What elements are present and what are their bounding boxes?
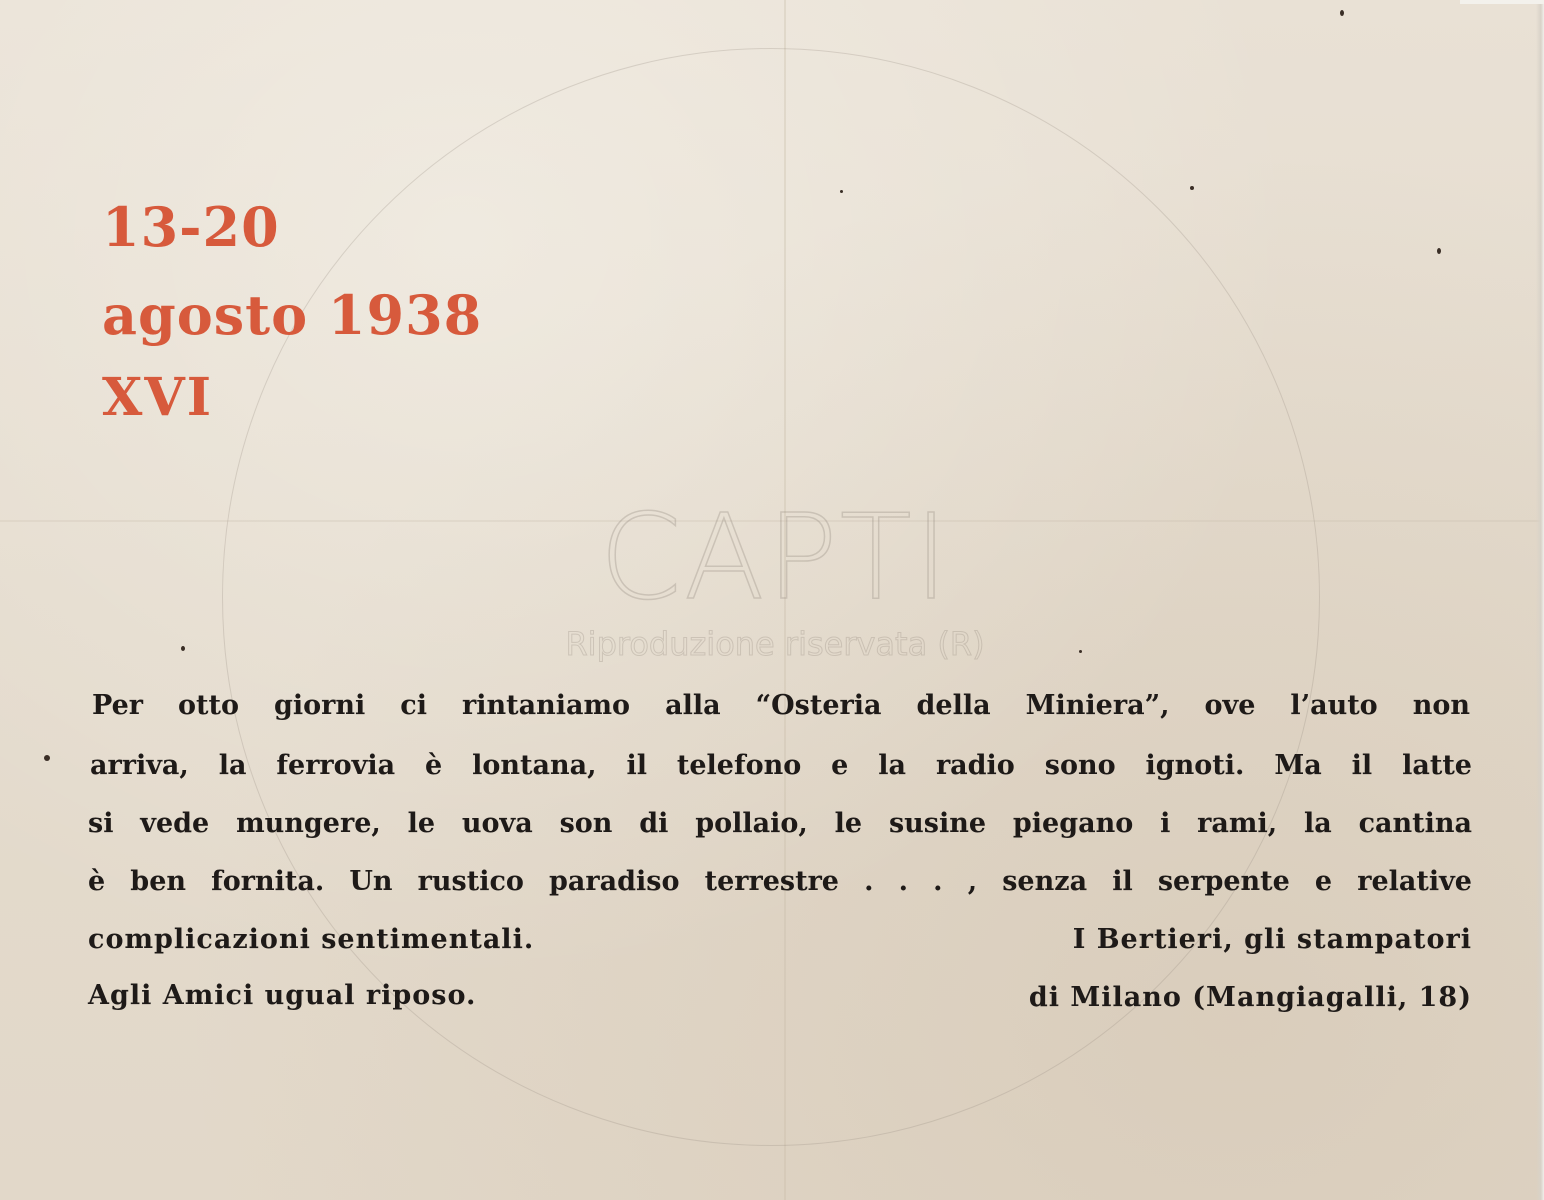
- watermark-notice: Riproduzione riservata (R): [565, 625, 985, 663]
- paper-corner: [1460, 0, 1544, 4]
- paper-speck: [181, 646, 185, 651]
- message-line: complicazioni sentimentali.: [88, 924, 535, 955]
- paper-speck: [840, 190, 843, 193]
- paper-speck: [1190, 186, 1194, 190]
- signature-line: I Bertieri, gli stampatori: [1072, 924, 1472, 955]
- paper-speck: [44, 755, 50, 761]
- message-line: Per otto giorni ci rintaniamo alla “Osteria della Miniera”, ove l’auto non: [92, 690, 1470, 721]
- month-year: agosto 1938: [102, 283, 483, 347]
- fascist-era-year: XVI: [102, 367, 214, 428]
- paper-speck: [1079, 650, 1082, 653]
- watermark-logo: CAPTI: [599, 488, 951, 626]
- message-line: si vede mungere, le uova son di pollaio, le susine piegano i rami, la cantina: [88, 808, 1472, 839]
- paper-speck: [1437, 248, 1441, 254]
- paper-speck: [1340, 10, 1344, 16]
- message-line: è ben fornita. Un rustico paradiso terrestre . . . , senza il serpente e relative: [88, 866, 1472, 897]
- signature-address: di Milano (Mangiagalli, 18): [1028, 982, 1472, 1013]
- paper-edge: [1536, 0, 1544, 1200]
- message-line: arriva, la ferrovia è lontana, il telefono e la radio sono ignoti. Ma il latte: [90, 750, 1472, 781]
- date-range: 13-20: [102, 195, 280, 259]
- greeting-line: Agli Amici ugual riposo.: [88, 980, 477, 1011]
